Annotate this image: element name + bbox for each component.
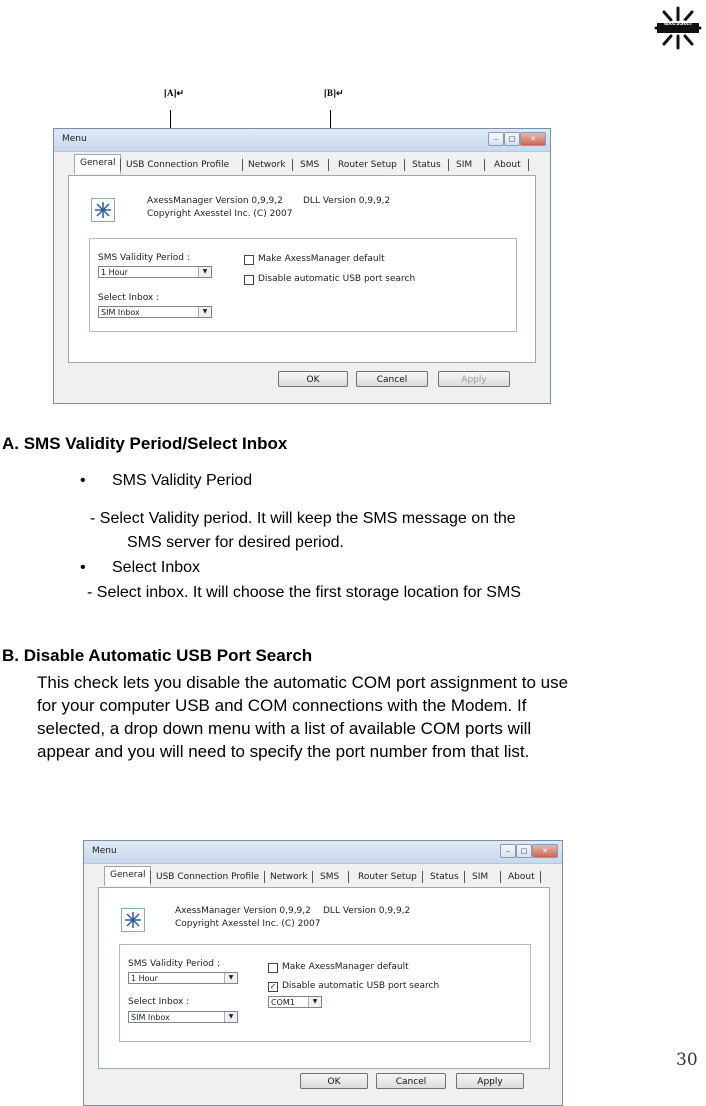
tab-separator: [484, 159, 485, 171]
tab-separator: [422, 871, 423, 883]
sms-validity-value: 1 Hour: [131, 974, 158, 983]
make-default-checkbox[interactable]: [268, 963, 278, 973]
tab-separator: [404, 159, 405, 171]
ok-button[interactable]: OK: [300, 1073, 368, 1089]
starburst-icon: [654, 4, 702, 52]
tab-sms[interactable]: SMS: [320, 872, 340, 882]
chevron-down-icon: ▼: [198, 307, 211, 317]
tab-separator: [328, 159, 329, 171]
title-bar: [84, 841, 562, 864]
callout-a: [A]↵: [164, 88, 185, 98]
apply-button[interactable]: Apply: [438, 371, 510, 387]
tab-separator: [448, 159, 449, 171]
tab-sim[interactable]: SIM: [472, 872, 489, 882]
tab-sim[interactable]: SIM: [456, 160, 473, 170]
chevron-down-icon: ▼: [308, 997, 321, 1007]
section-b-heading: B. Disable Automatic USB Port Search: [2, 646, 313, 665]
minimize-button[interactable]: –: [500, 844, 516, 858]
close-button[interactable]: ✕: [520, 132, 546, 146]
section-b-line-4: appear and you will need to specify the port number from that list.: [37, 742, 530, 761]
select-inbox-label: Select Inbox :: [98, 293, 160, 303]
page-number: 30: [676, 1050, 698, 1070]
maximize-button[interactable]: □: [504, 132, 520, 146]
general-panel: [68, 175, 536, 363]
tab-router-setup[interactable]: Router Setup: [358, 872, 417, 882]
sms-validity-desc-2: SMS server for desired period.: [127, 534, 344, 551]
title-bar: [54, 129, 550, 152]
tab-network[interactable]: Network: [248, 160, 286, 170]
tab-status[interactable]: Status: [430, 872, 459, 882]
app-icon: [91, 198, 115, 222]
tab-separator: [312, 871, 313, 883]
select-inbox-select[interactable]: [128, 1011, 238, 1023]
tab-separator: [120, 159, 121, 171]
disable-usb-label: Disable automatic USB port search: [258, 274, 416, 284]
tab-separator: [150, 871, 151, 883]
select-inbox-value: SIM Inbox: [131, 1013, 170, 1022]
select-inbox-desc: - Select inbox. It will choose the first storage location for SMS: [87, 584, 521, 601]
sms-validity-value: 1 Hour: [101, 268, 128, 277]
tab-separator: [500, 871, 501, 883]
tab-general[interactable]: General: [104, 866, 151, 886]
maximize-button[interactable]: □: [516, 844, 532, 858]
app-icon: [121, 908, 145, 932]
disable-usb-checkbox[interactable]: [244, 275, 254, 285]
make-default-label: Make AxessManager default: [258, 254, 385, 264]
section-b-line-3: selected, a drop down menu with a list of available COM ports will: [37, 719, 532, 738]
chevron-down-icon: ▼: [224, 1012, 237, 1022]
callout-b: [B]↵: [324, 88, 344, 98]
ok-button[interactable]: OK: [278, 371, 348, 387]
tab-usb-connection-profile[interactable]: USB Connection Profile: [126, 160, 230, 170]
tab-about[interactable]: About: [508, 872, 535, 882]
tab-separator: [528, 159, 529, 171]
bullet-sms-validity: SMS Validity Period: [112, 472, 253, 489]
tab-separator: [264, 871, 265, 883]
version-label: AxessManager Version 0,9,9,2: [175, 906, 311, 916]
version-label: AxessManager Version 0,9,9,2: [147, 196, 283, 206]
tab-separator: [540, 871, 541, 883]
menu-dialog-general-usb: [83, 840, 563, 1106]
minimize-button[interactable]: –: [488, 132, 504, 146]
dll-version-label: DLL Version 0,9,9,2: [323, 906, 411, 916]
bullet-icon: •: [80, 559, 86, 576]
close-button[interactable]: ✕: [532, 844, 558, 858]
disable-usb-label: Disable automatic USB port search: [282, 981, 440, 991]
select-inbox-label: Select Inbox :: [128, 997, 190, 1007]
com-port-select[interactable]: [268, 996, 322, 1008]
cancel-button[interactable]: Cancel: [356, 371, 428, 387]
logo-text: axesstel: [664, 20, 692, 27]
options-group: [89, 238, 517, 332]
sms-validity-select[interactable]: [98, 266, 212, 278]
dll-version-label: DLL Version 0,9,9,2: [303, 196, 391, 206]
bullet-select-inbox: Select Inbox: [112, 559, 201, 576]
tab-separator: [464, 871, 465, 883]
tab-sms[interactable]: SMS: [300, 160, 320, 170]
section-b-line-1: This check lets you disable the automatic COM port assignment to use: [37, 673, 569, 692]
general-panel: [98, 887, 550, 1069]
sms-validity-label: SMS Validity Period :: [128, 959, 220, 969]
tab-separator: [348, 871, 349, 883]
make-default-checkbox[interactable]: [244, 255, 254, 265]
section-a-heading: A. SMS Validity Period/Select Inbox: [2, 434, 288, 453]
chevron-down-icon: ▼: [224, 973, 237, 983]
com-port-value: COM1: [271, 998, 295, 1007]
tab-usb-connection-profile[interactable]: USB Connection Profile: [156, 872, 260, 882]
disable-usb-checkbox[interactable]: ✓: [269, 982, 277, 991]
bullet-icon: •: [80, 472, 86, 489]
select-inbox-value: SIM Inbox: [101, 308, 140, 317]
tab-router-setup[interactable]: Router Setup: [338, 160, 397, 170]
cancel-button[interactable]: Cancel: [376, 1073, 446, 1089]
axesstel-logo: [654, 4, 702, 52]
make-default-label: Make AxessManager default: [282, 962, 409, 972]
tab-network[interactable]: Network: [270, 872, 308, 882]
tab-separator: [242, 159, 243, 171]
copyright-label: Copyright Axesstel Inc. (C) 2007: [147, 209, 293, 219]
tab-general[interactable]: General: [74, 154, 121, 174]
chevron-down-icon: ▼: [198, 267, 211, 277]
window-title: Menu: [62, 134, 87, 144]
options-group: [119, 944, 531, 1042]
sms-validity-select[interactable]: [128, 972, 238, 984]
section-b-line-2: for your computer USB and COM connections with the Modem. If: [37, 696, 527, 715]
apply-button[interactable]: Apply: [456, 1073, 524, 1089]
sms-validity-label: SMS Validity Period :: [98, 253, 190, 263]
tab-about[interactable]: About: [494, 160, 521, 170]
tab-separator: [292, 159, 293, 171]
sms-validity-desc-1: - Select Validity period. It will keep the SMS message on the: [90, 510, 516, 527]
tab-status[interactable]: Status: [412, 160, 441, 170]
select-inbox-select[interactable]: [98, 306, 212, 318]
window-title: Menu: [92, 846, 117, 856]
menu-dialog-general: [53, 128, 551, 404]
copyright-label: Copyright Axesstel Inc. (C) 2007: [175, 919, 321, 929]
